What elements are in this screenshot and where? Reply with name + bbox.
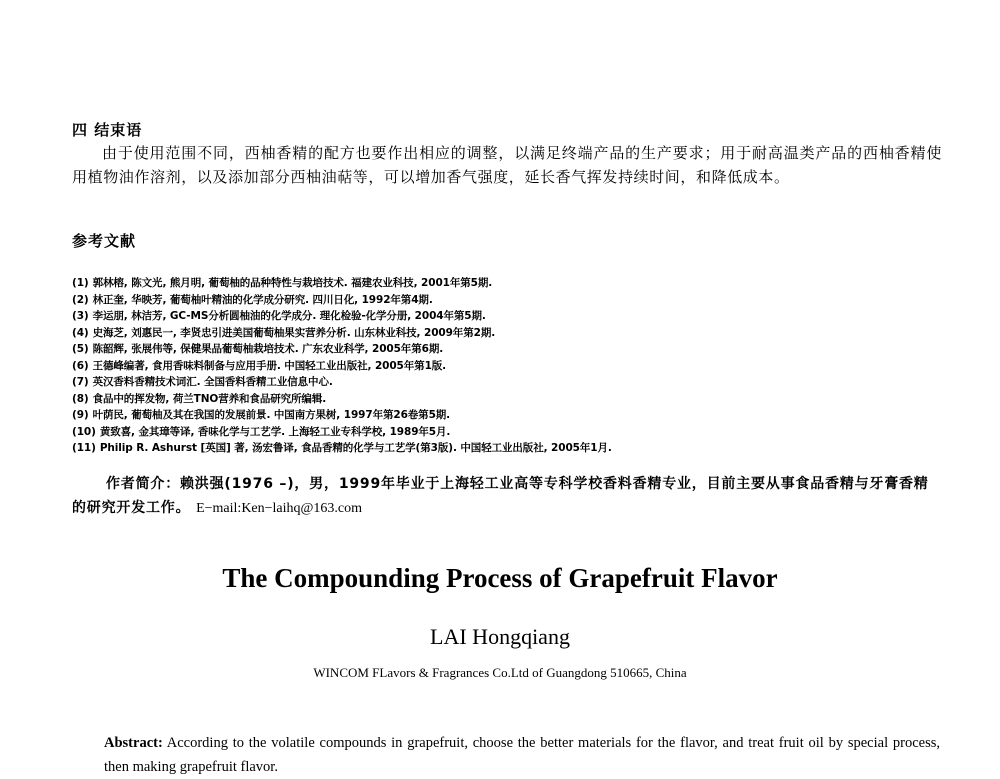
reference-item (72, 275, 952, 292)
reference-item (72, 308, 952, 325)
reference-number: (11) (72, 442, 96, 454)
reference-text: 史海芝, 刘惠民一, 李贤忠引进美国葡萄柚果实营养分析. 山东林业科技, 2009年第2期. (92, 326, 496, 339)
reference-number: (4) (72, 326, 89, 339)
reference-text: 陈韶辉, 张展伟等, 保健果品葡萄柚栽培技术. 广东农业科学, 2005年第6期. (92, 343, 444, 355)
reference-item (72, 440, 952, 457)
abstract-text: According to the volatile compounds in grapefruit, choose the better materials for the flavor, and treat fruit oil by special process, then making grapefruit flavor. (104, 735, 940, 775)
reference-number: (1) (72, 277, 89, 289)
author-email: E−mail:Ken−laihq@163.com (196, 501, 363, 516)
abstract-label: Abstract: (104, 735, 163, 751)
reference-item (72, 325, 952, 342)
author-bio-text: 作者简介：赖洪强(1976 –)，男，1999年毕业于上海轻工业高等专科学校香料香精专业，目前主要从事食品香精与牙膏香精的研究开发工作。 (72, 476, 929, 516)
english-title: The Compounding Process of Grapefruit Flavor (222, 563, 778, 593)
conclusion-paragraph: 由于使用范围不同，西柚香精的配方也要作出相应的调整，以满足终端产品的生产要求；用于耐高温类产品的西柚香精使用植物油作溶剂，以及添加部分西柚油萜等，可以增加香气强度，延长香气挥发持续时间，和降低成本。 (72, 144, 942, 186)
reference-text: 林正奎, 华映芳, 葡萄柚叶精油的化学成分研究. 四川日化, 1992年第4期. (92, 293, 433, 306)
author-bio (72, 472, 942, 521)
reference-text: 叶荫民, 葡萄柚及其在我国的发展前景. 中国南方果树, 1997年第26卷第5期. (92, 409, 451, 421)
reference-number: (2) (72, 293, 89, 306)
reference-item (72, 374, 952, 391)
reference-text: 李运朋, 林洁芳, GC-MS分析圆柚油的化学成分. 理化检验-化学分册, 2004年第5期. (92, 310, 486, 322)
reference-text: 郭林榕, 陈文光, 熊月明, 葡萄柚的品种特性与栽培技术. 福建农业科技, 2001年第5期. (92, 277, 493, 289)
reference-number: (3) (72, 310, 89, 322)
reference-number: (6) (72, 359, 89, 372)
reference-number: (8) (72, 392, 89, 405)
reference-item (72, 407, 952, 424)
reference-number: (5) (72, 343, 89, 355)
reference-item (72, 358, 952, 375)
references-heading: 参考文献 (72, 232, 137, 250)
conclusion-heading: 四 结束语 (72, 121, 143, 139)
reference-item (72, 424, 952, 441)
reference-text: Philip R. Ashurst [英国] 著, 汤宏鲁译, 食品香精的化学与工艺学(第3版). 中国轻工业出版社, 2005年1月. (99, 442, 612, 454)
reference-number: (10) (72, 425, 96, 438)
english-affiliation: WINCOM FLavors & Fragrances Co.Ltd of Guangdong 510665, China (313, 665, 687, 680)
english-author: LAI Hongqiang (430, 624, 570, 649)
reference-item (72, 292, 952, 309)
english-abstract (104, 731, 940, 779)
reference-item (72, 341, 952, 358)
reference-text: 黄致喜, 金其璋等译, 香味化学与工艺学. 上海轻工业专科学校, 1989年5月. (99, 425, 451, 438)
reference-text: 食品中的挥发物, 荷兰TNO营养和食品研究所编辑. (92, 392, 327, 405)
reference-number: (9) (72, 409, 89, 421)
reference-list (72, 275, 952, 457)
reference-text: 英汉香料香精技术词汇. 全国香料香精工业信息中心. (92, 376, 333, 388)
reference-text: 王德峰编著, 食用香味料制备与应用手册. 中国轻工业出版社, 2005年第1版. (92, 359, 447, 372)
reference-number: (7) (72, 376, 89, 388)
reference-item (72, 391, 952, 408)
